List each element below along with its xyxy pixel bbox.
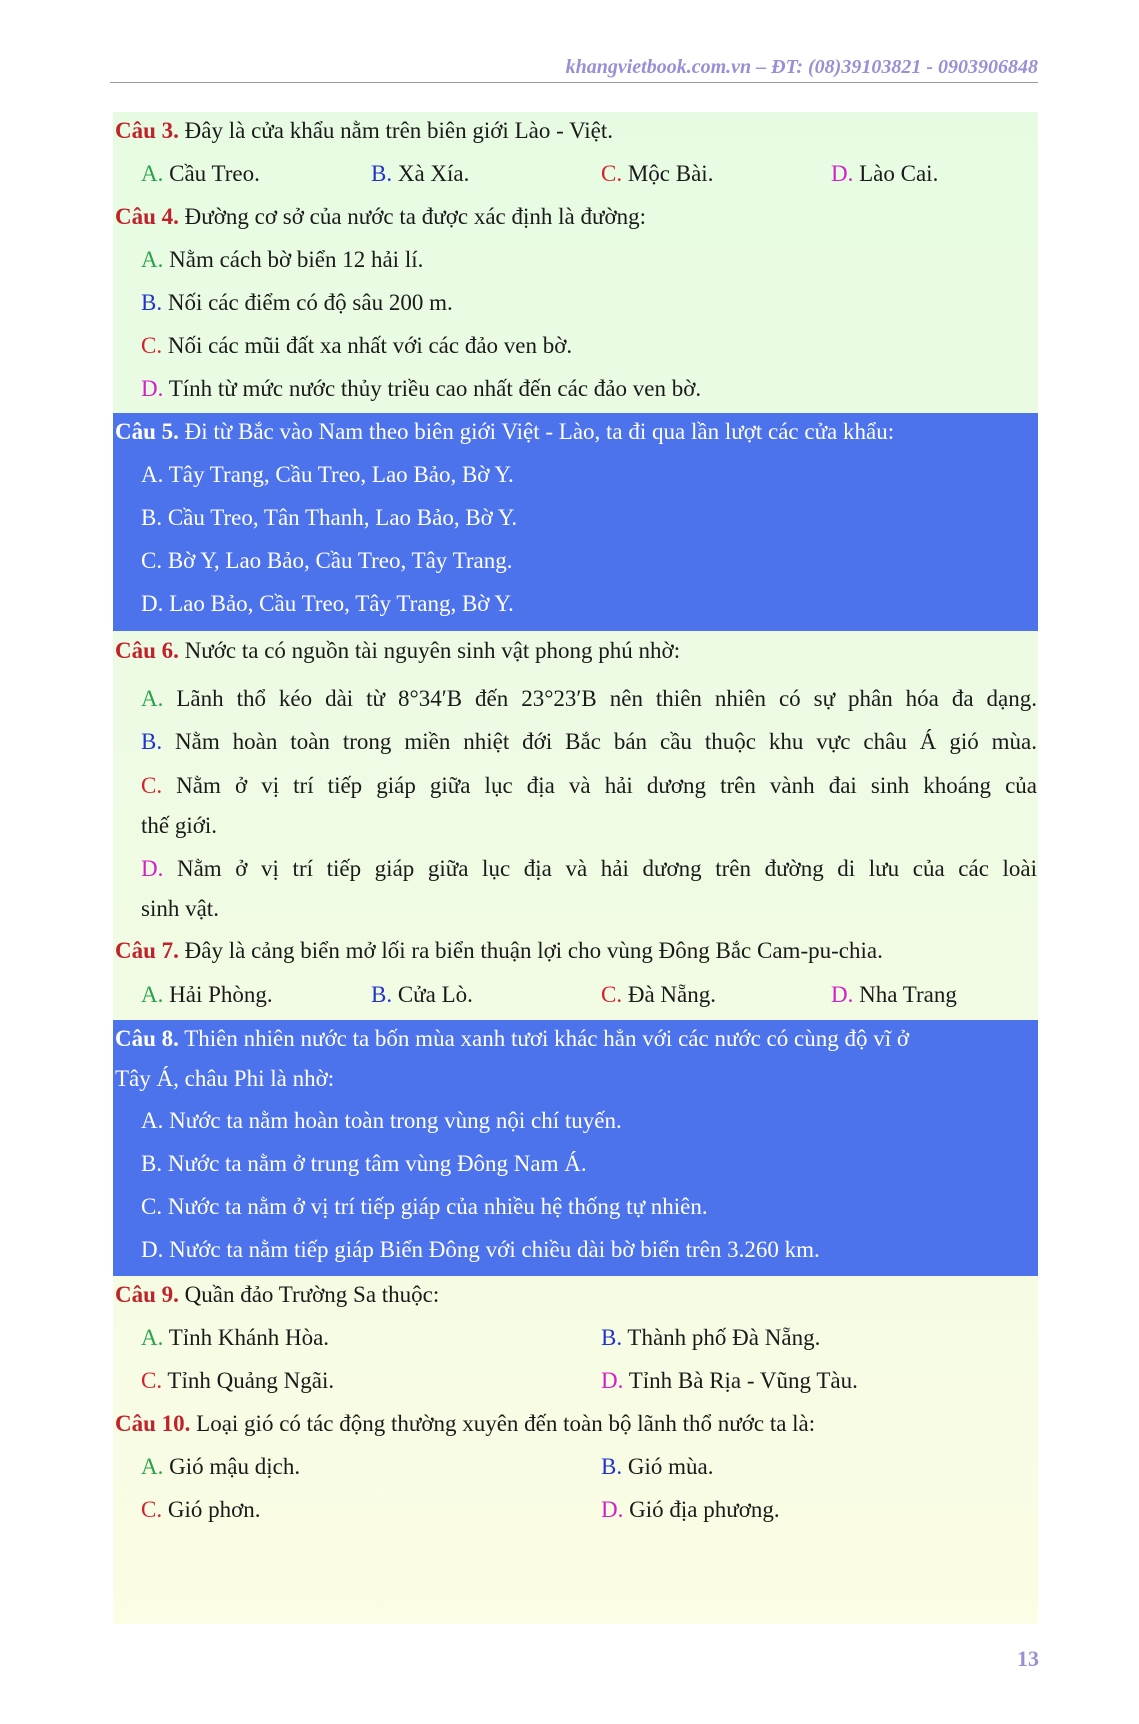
option-text: Nước ta nằm tiếp giáp Biển Đông với chiều dài bờ biển trên 3.260 km.: [163, 1237, 820, 1262]
option-key: C.: [141, 1194, 163, 1219]
option-a[interactable]: [141, 1104, 622, 1138]
option-d[interactable]: [141, 587, 514, 621]
question-4: [115, 200, 646, 234]
option-text: Lãnh thổ kéo dài từ 8°34′B đến 23°23′B nên thiên nhiên có sự phân hóa đa dạng.: [163, 686, 1037, 711]
option-key: A.: [141, 161, 164, 186]
option-key: A.: [141, 1454, 164, 1479]
option-text: Lào Cai.: [853, 161, 939, 186]
option-d[interactable]: [141, 852, 1037, 886]
option-b[interactable]: [141, 1147, 587, 1181]
question-text: Đây là cảng biển mở lối ra biển thuận lợi cho vùng Đông Bắc Cam-pu-chia.: [178, 938, 883, 963]
option-text: Gió mùa.: [622, 1454, 714, 1479]
option-text: Đà Nẵng.: [622, 982, 716, 1007]
option-c[interactable]: [601, 157, 713, 191]
option-key: B.: [141, 290, 163, 315]
question-8-highlight: [113, 1020, 1038, 1276]
question-text: Loại gió có tác động thường xuyên đến toàn bộ lãnh thổ nước ta là:: [190, 1411, 816, 1436]
question-6: [115, 634, 680, 668]
option-a[interactable]: [141, 243, 423, 277]
option-key: D.: [141, 376, 164, 401]
question-9: [115, 1278, 439, 1312]
option-text: Nằm hoàn toàn trong miền nhiệt đới Bắc bán cầu thuộc khu vực châu Á gió mùa.: [162, 729, 1037, 754]
option-a[interactable]: [141, 1450, 300, 1484]
option-c[interactable]: [141, 1364, 334, 1398]
option-key: C.: [141, 333, 163, 358]
option-text: Nằm ở vị trí tiếp giáp giữa lục địa và hải dương trên vành đai sinh khoáng của: [162, 773, 1037, 798]
option-b[interactable]: [141, 501, 517, 535]
option-key: A.: [141, 1325, 164, 1350]
option-a[interactable]: [141, 458, 514, 492]
option-c[interactable]: [141, 1493, 261, 1527]
option-c[interactable]: [601, 978, 716, 1012]
option-key: C.: [141, 548, 163, 573]
question-text: Đường cơ sở của nước ta được xác định là đường:: [178, 204, 646, 229]
page-number: 13: [1017, 1646, 1039, 1671]
option-b[interactable]: [371, 978, 473, 1012]
option-d[interactable]: [141, 372, 701, 406]
question-text: Thiên nhiên nước ta bốn mùa xanh tươi khác hẳn với các nước có cùng độ vĩ ở: [178, 1026, 909, 1051]
option-text: Nằm cách bờ biển 12 hải lí.: [163, 247, 424, 272]
option-b[interactable]: [141, 725, 1037, 759]
header-contact-text: khangvietbook.com.vn – ĐT: (08)39103821 - 0903906848: [565, 56, 1038, 78]
option-key: A.: [141, 462, 164, 487]
option-text: Tỉnh Khánh Hòa.: [163, 1325, 330, 1350]
option-text: Cầu Treo.: [163, 161, 260, 186]
option-d[interactable]: [831, 157, 938, 191]
option-key: B.: [371, 982, 393, 1007]
question-8: [115, 1022, 909, 1056]
option-text: Nước ta nằm ở vị trí tiếp giáp của nhiều hệ thống tự nhiên.: [162, 1194, 708, 1219]
question-label: Câu 7.: [115, 938, 179, 963]
question-5-highlight: [113, 413, 1038, 631]
option-key: C.: [141, 773, 163, 798]
option-key: B.: [371, 161, 393, 186]
question-label: Câu 4.: [115, 204, 179, 229]
option-key: C.: [141, 1497, 163, 1522]
question-7: [115, 934, 883, 968]
option-text: Gió phơn.: [162, 1497, 261, 1522]
question-text: Quần đảo Trường Sa thuộc:: [178, 1282, 440, 1307]
question-label: Câu 8.: [115, 1026, 179, 1051]
option-text: Tỉnh Quảng Ngãi.: [162, 1368, 335, 1393]
option-d[interactable]: [601, 1493, 780, 1527]
option-text: Nối các mũi đất xa nhất với các đảo ven bờ.: [162, 333, 573, 358]
question-text: Đây là cửa khẩu nằm trên biên giới Lào - Việt.: [178, 118, 614, 143]
option-a[interactable]: [141, 1321, 329, 1355]
option-key: C.: [141, 1368, 163, 1393]
option-text: Hải Phòng.: [163, 982, 273, 1007]
option-text: Bờ Y, Lao Bảo, Cầu Treo, Tây Trang.: [162, 548, 513, 573]
option-key: B.: [601, 1454, 623, 1479]
option-a[interactable]: [141, 157, 260, 191]
option-text: Gió mậu dịch.: [163, 1454, 301, 1479]
option-d[interactable]: [601, 1364, 858, 1398]
option-key: D.: [601, 1497, 624, 1522]
option-text: Cầu Treo, Tân Thanh, Lao Bảo, Bờ Y.: [162, 505, 518, 530]
option-key: D.: [141, 856, 164, 881]
page-header: [110, 48, 1038, 83]
option-key: B.: [141, 1151, 163, 1176]
option-a[interactable]: [141, 978, 273, 1012]
question-3: [115, 114, 613, 148]
question-content: [113, 112, 1038, 1624]
option-b[interactable]: [601, 1450, 713, 1484]
option-c[interactable]: [141, 1190, 708, 1224]
question-label: Câu 5.: [115, 419, 179, 444]
option-d-continuation: sinh vật.: [141, 896, 219, 921]
option-key: C.: [601, 982, 623, 1007]
option-text: Nước ta nằm ở trung tâm vùng Đông Nam Á.: [162, 1151, 587, 1176]
option-key: D.: [601, 1368, 624, 1393]
question-label: Câu 6.: [115, 638, 179, 663]
option-text: Tính từ mức nước thủy triều cao nhất đến các đảo ven bờ.: [163, 376, 702, 401]
option-key: C.: [601, 161, 623, 186]
option-text: Tỉnh Bà Rịa - Vũng Tàu.: [623, 1368, 858, 1393]
option-key: D.: [831, 161, 854, 186]
option-text: Thành phố Đà Nẵng.: [622, 1325, 821, 1350]
option-key: B.: [141, 729, 163, 754]
option-text: Lao Bảo, Cầu Treo, Tây Trang, Bờ Y.: [163, 591, 514, 616]
option-a[interactable]: [141, 682, 1037, 716]
option-b[interactable]: [371, 157, 469, 191]
option-key: A.: [141, 1108, 164, 1133]
question-label: Câu 10.: [115, 1411, 191, 1436]
option-key: A.: [141, 686, 164, 711]
option-c[interactable]: [141, 769, 1037, 803]
option-key: A.: [141, 982, 164, 1007]
option-key: D.: [141, 1237, 164, 1262]
option-d[interactable]: [141, 1233, 820, 1267]
option-text: Gió địa phương.: [623, 1497, 780, 1522]
question-8-continuation: Tây Á, châu Phi là nhờ:: [115, 1066, 335, 1091]
option-text: Nằm ở vị trí tiếp giáp giữa lục địa và hải dương trên đường di lưu của các loài: [163, 856, 1037, 881]
question-text: Đi từ Bắc vào Nam theo biên giới Việt - Lào, ta đi qua lần lượt các cửa khẩu:: [178, 419, 895, 444]
question-5: [115, 415, 894, 449]
option-key: D.: [141, 591, 164, 616]
question-label: Câu 3.: [115, 118, 179, 143]
option-b[interactable]: [141, 286, 453, 320]
option-text: Tây Trang, Cầu Treo, Lao Bảo, Bờ Y.: [163, 462, 514, 487]
option-c[interactable]: [141, 329, 572, 363]
option-text: Nha Trang: [853, 982, 957, 1007]
option-text: Nước ta nằm hoàn toàn trong vùng nội chí tuyến.: [163, 1108, 622, 1133]
option-c-continuation: thế giới.: [141, 813, 218, 838]
question-label: Câu 9.: [115, 1282, 179, 1307]
option-c[interactable]: [141, 544, 512, 578]
option-key: B.: [601, 1325, 623, 1350]
option-key: B.: [141, 505, 163, 530]
option-d[interactable]: [831, 978, 957, 1012]
question-text: Nước ta có nguồn tài nguyên sinh vật phong phú nhờ:: [178, 638, 681, 663]
question-10: [115, 1407, 815, 1441]
option-key: A.: [141, 247, 164, 272]
option-text: Mộc Bài.: [622, 161, 714, 186]
option-text: Xà Xía.: [392, 161, 470, 186]
option-b[interactable]: [601, 1321, 820, 1355]
option-text: Cửa Lò.: [392, 982, 473, 1007]
option-key: D.: [831, 982, 854, 1007]
option-text: Nối các điểm có độ sâu 200 m.: [162, 290, 453, 315]
